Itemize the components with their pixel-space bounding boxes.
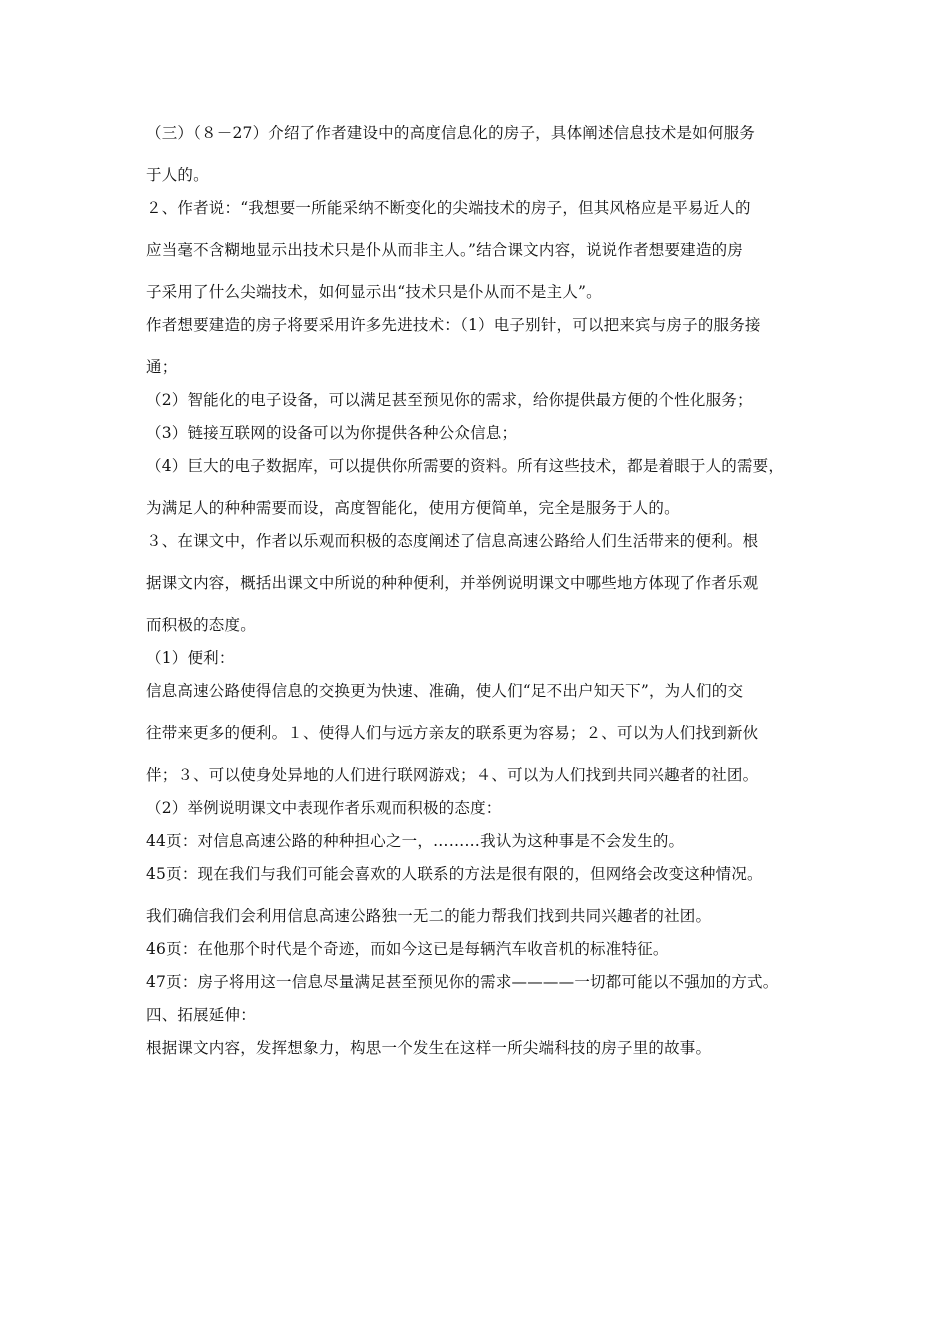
text-line: 44页：对信息高速公路的种种担心之一，………我认为这种事是不会发生的。 (146, 832, 685, 850)
text-line: 47页：房子将用这一信息尽量满足甚至预见你的需求————一切都可能以不强加的方式。 (146, 973, 779, 991)
text-line: 于人的。 (146, 166, 209, 184)
text-line: 四、拓展延伸： (146, 1006, 256, 1024)
text-line: 往带来更多的便利。１、使得人们与远方亲友的联系更为容易；２、可以为人们找到新伙 (146, 724, 759, 742)
text-line: （3）链接互联网的设备可以为你提供各种公众信息； (146, 424, 518, 442)
text-line: 子采用了什么尖端技术，如何显示出“技术只是仆从而不是主人”。 (146, 283, 602, 301)
text-line: 通； (146, 358, 178, 376)
text-line: 作者想要建造的房子将要采用许多先进技术：（1）电子别针，可以把来宾与房子的服务接 (146, 316, 761, 334)
text-line: 46页：在他那个时代是个奇迹，而如今这已是每辆汽车收音机的标准特征。 (146, 940, 669, 958)
text-line: （1）便利： (146, 649, 235, 667)
text-line: （2）举例说明课文中表现作者乐观而积极的态度： (146, 799, 502, 817)
text-line: ３、在课文中，作者以乐观而积极的态度阐述了信息高速公路给人们生活带来的便利。根 (146, 532, 759, 550)
text-line: 据课文内容，概括出课文中所说的种种便利，并举例说明课文中哪些地方体现了作者乐观 (146, 574, 759, 592)
text-line: 应当毫不含糊地显示出技术只是仆从而非主人。”结合课文内容，说说作者想要建造的房 (146, 241, 743, 259)
text-line: 45页：现在我们与我们可能会喜欢的人联系的方法是很有限的，但网络会改变这种情况。 (146, 865, 763, 883)
text-line: 根据课文内容，发挥想象力，构思一个发生在这样一所尖端科技的房子里的故事。 (146, 1039, 712, 1057)
document-body (146, 123, 826, 1058)
text-line: 而积极的态度。 (146, 616, 256, 634)
text-line: （4）巨大的电子数据库，可以提供你所需要的资料。所有这些技术，都是着眼于人的需要， (146, 457, 785, 475)
text-line: 我们确信我们会利用信息高速公路独一无二的能力帮我们找到共同兴趣者的社团。 (146, 907, 712, 925)
text-line: 为满足人的种种需要而设，高度智能化，使用方便简单，完全是服务于人的。 (146, 499, 680, 517)
text-line: 信息高速公路使得信息的交换更为快速、准确，使人们“足不出户知天下”，为人们的交 (146, 682, 744, 700)
text-line: （三）（８－27）介绍了作者建设中的高度信息化的房子，具体阐述信息技术是如何服务 (146, 124, 755, 142)
text-line: （2）智能化的电子设备，可以满足甚至预见你的需求，给你提供最方便的个性化服务； (146, 391, 753, 409)
text-line: 伴；３、可以使身处异地的人们进行联网游戏；４、可以为人们找到共同兴趣者的社团。 (146, 766, 759, 784)
text-line: ２、作者说：“我想要一所能采纳不断变化的尖端技术的房子，但其风格应是平易近人的 (146, 199, 751, 217)
